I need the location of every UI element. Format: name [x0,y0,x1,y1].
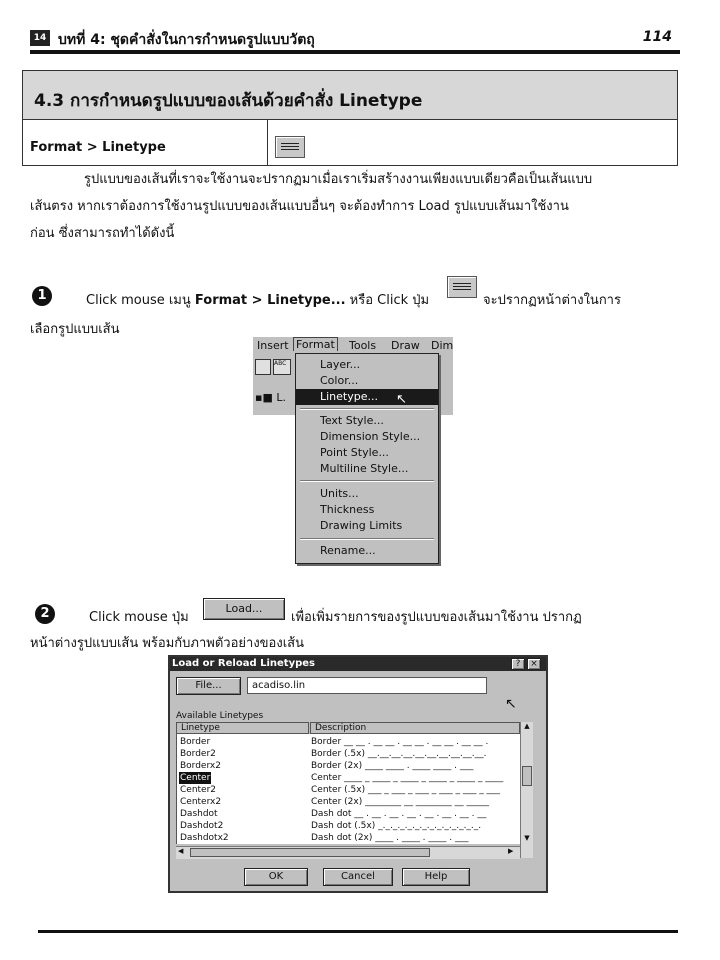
menu-format[interactable]: Format [293,337,338,351]
menu-item-thickness[interactable]: Thickness [320,503,375,516]
menu-dim[interactable]: Dim [431,339,454,352]
linetype-toolbar-icon [275,136,305,158]
command-path: Format > Linetype [30,140,166,155]
intro-line-3: ก่อน ซึ่งสามารถทำได้ดังนี้ [30,226,175,241]
mouse-cursor-icon: ↖ [396,392,407,407]
menu-item-layer[interactable]: Layer... [320,358,361,371]
menu-item-drawing-limits[interactable]: Drawing Limits [320,519,403,532]
menu-item-multiline-style[interactable]: Multiline Style... [320,462,409,475]
command-row-divider [267,120,268,166]
chapter-title: บทที่ 4: ชุดคำสั่งในการกำหนดรูปแบบวัตถุ [58,32,315,48]
file-name-field[interactable]: acadiso.lin [247,677,487,694]
menu-separator [300,480,434,482]
menu-insert[interactable]: Insert [257,339,289,352]
step-2-line2: หน้าต่างรูปแบบเส้น พร้อมกับภาพตัวอย่างของเส้น [30,636,304,651]
toolbar-fragment-left [253,355,295,415]
list-item[interactable]: Border2 Border (.5x) __.__.__.__.__.__.__.__.__.__. [180,749,487,759]
menu-item-units[interactable]: Units... [320,487,359,500]
step-1-number: 1 [32,286,52,306]
step-2-lead: Click mouse ปุ่ม [89,610,189,625]
section-title: 4.3 การกำหนดรูปแบบของเส้นด้วยคำสั่ง Linetype [34,91,423,111]
layer-fragment: ▪■ L. [255,391,286,404]
list-item[interactable]: Dashdot Dash dot __ . __ . __ . __ . __ . __ . __ . __ [180,809,487,819]
vertical-scrollbar[interactable] [520,722,533,858]
list-item[interactable]: Border Border __ __ . __ __ . __ __ . __ __ . __ __ . [180,737,489,747]
ok-button[interactable]: OK [244,868,308,886]
linetype-button-icon [447,276,477,298]
available-linetypes-label: Available Linetypes [176,711,264,721]
list-item[interactable]: Centerx2 Center (2x) ________ __ ________ __ _____ [180,797,490,807]
dialog-title: Load or Reload Linetypes [172,658,315,669]
footer-rule [38,930,678,933]
menu-draw[interactable]: Draw [391,339,420,352]
intro-line-1: รูปแบบของเส้นที่เราจะใช้งานจะปรากฏมาเมื่อเราเริ่มสร้างงานเพียงแบบเดียวคือเป็นเส้นแบบ [84,172,593,187]
load-button[interactable]: Load... [203,598,285,620]
spellcheck-icon: ABC [273,359,291,375]
list-item[interactable]: Dashdot2 Dash dot (.5x) _._._._._._._._._._._._._._. [180,821,482,831]
toolbar-fragment-right [438,355,453,415]
scroll-left-icon[interactable]: ◀ [178,847,184,855]
zoom-icon [255,359,271,375]
scroll-thumb[interactable] [522,766,532,786]
col-linetype[interactable]: Linetype [176,722,309,734]
help-button[interactable]: Help [402,868,470,886]
step-1-lead: Click mouse เมนู [86,293,195,308]
header-rule [30,50,680,54]
linetype-list[interactable] [176,734,521,844]
step-1-mid: หรือ Click ปุ่ม [345,293,430,308]
format-dropdown [295,353,439,564]
file-button[interactable]: File... [176,677,241,695]
step-1-line2: เลือกรูปแบบเส้น [30,322,120,337]
linetype-list-header [176,722,532,734]
step-1-tail: จะปรากฏหน้าต่างในการ [483,293,621,308]
col-description[interactable]: Description [310,722,520,734]
menu-item-color[interactable]: Color... [320,374,359,387]
menu-item-point-style[interactable]: Point Style... [320,446,389,459]
list-item-selected[interactable]: Center Center ____ _ ____ _ ____ _ ____ _ ____ _ ____ [180,773,504,783]
scroll-down-icon[interactable]: ▼ [524,834,530,842]
list-item[interactable]: Borderx2 Border (2x) ____ ____ . ____ ____ . ___ [180,761,474,771]
horizontal-scrollbar[interactable] [176,846,520,859]
step-1-text [86,289,429,310]
cancel-button[interactable]: Cancel [323,868,393,886]
list-item[interactable]: Dashdotx2 Dash dot (2x) ____ . ____ . ____ . ___ [180,833,469,843]
menu-separator [300,408,434,410]
chapter-icon: 14 [30,30,50,46]
page-number: 114 [642,29,672,45]
scroll-up-icon[interactable]: ▲ [524,722,530,730]
menu-tools[interactable]: Tools [349,339,377,352]
intro-line-2: เส้นตรง หากเราต้องการใช้งานรูปแบบของเส้นแบบอื่นๆ จะต้องทำการ Load รูปแบบเส้นมาใช้งาน [30,199,569,214]
list-item[interactable]: Center2 Center (.5x) ___ _ ___ _ ___ _ ___ _ ___ _ ___ [180,785,501,795]
step-2-number: 2 [35,604,55,624]
help-icon[interactable]: ? [511,658,525,670]
close-icon[interactable]: × [527,658,541,670]
mouse-cursor-icon: ↖ [505,696,517,712]
step-1-menu-path: Format > Linetype... [194,293,346,308]
menu-item-linetype[interactable]: Linetype... [296,389,438,405]
menu-item-rename[interactable]: Rename... [320,544,376,557]
scroll-right-icon[interactable]: ▶ [508,847,514,855]
hscroll-thumb[interactable] [190,848,430,857]
menu-item-text-style[interactable]: Text Style... [320,414,384,427]
menu-item-dimension-style[interactable]: Dimension Style... [320,430,421,443]
menu-separator [300,538,434,540]
step-2-tail: เพื่อเพิ่มรายการของรูปแบบของเส้นมาใช้งาน ปรากฏ [291,610,582,625]
